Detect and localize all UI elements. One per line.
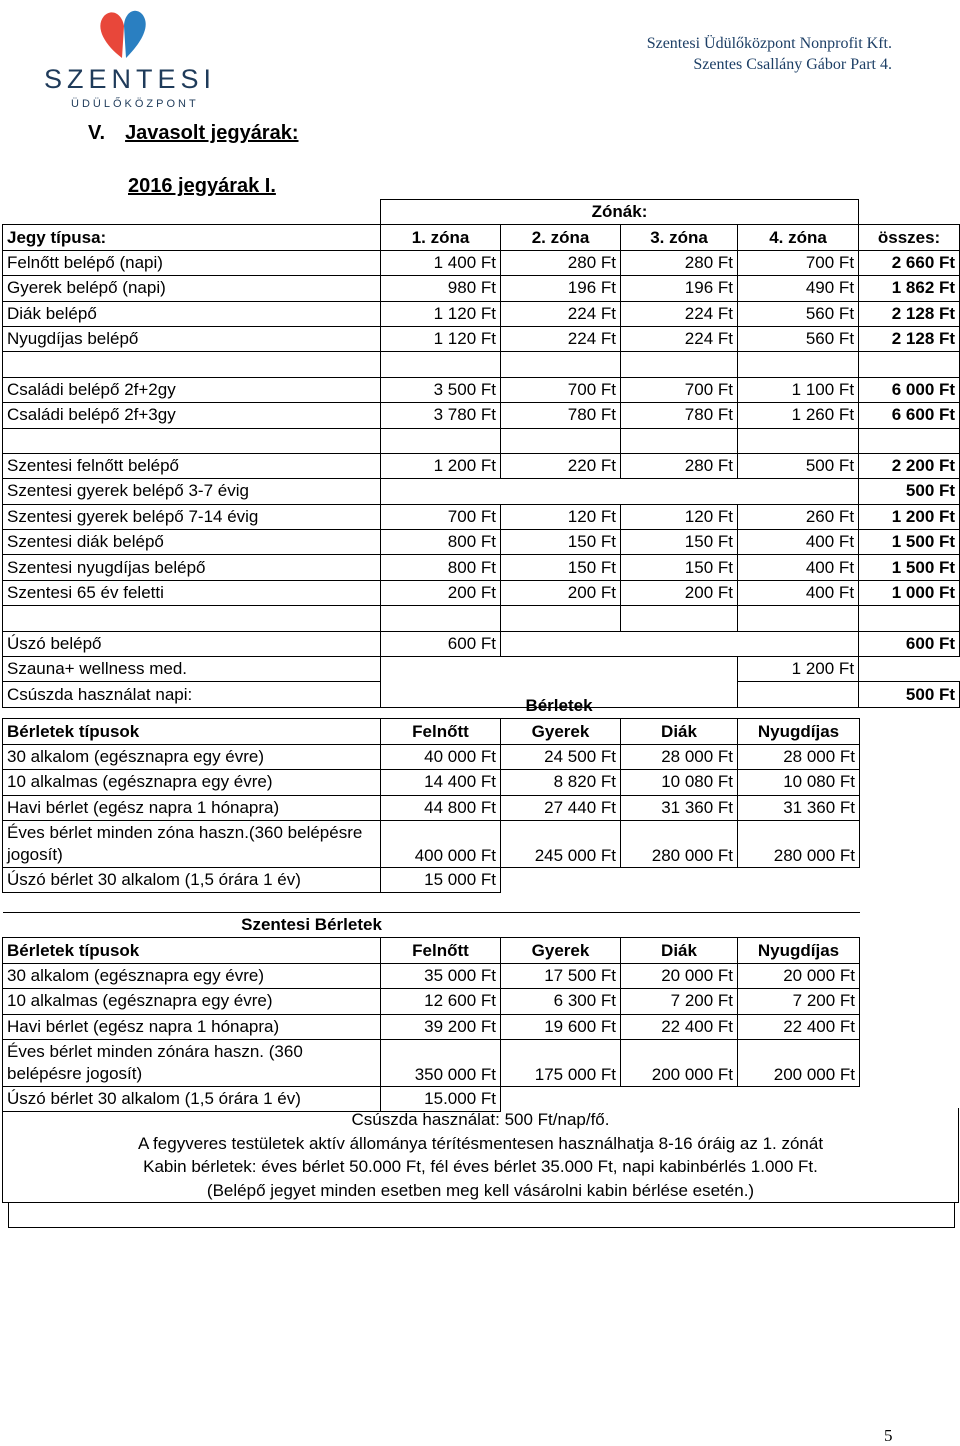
- price-cell: 19 600 Ft: [501, 1014, 621, 1039]
- price-cell: 31 360 Ft: [621, 795, 738, 820]
- spacer-row: [3, 428, 960, 453]
- table-row: [3, 1014, 860, 1039]
- price-cell: 12 600 Ft: [381, 989, 501, 1014]
- table-row: [3, 555, 960, 580]
- price-cell: 200 Ft: [501, 580, 621, 605]
- price-cell: 24 500 Ft: [501, 744, 621, 769]
- local-passes-header-row: [3, 938, 860, 963]
- passes-title: Bérletek: [525, 696, 593, 716]
- row-label: Szentesi gyerek belépő 7-14 évig: [3, 504, 381, 529]
- price-cell: 15.000 Ft: [381, 1086, 501, 1111]
- szentesi-logo: [44, 6, 217, 110]
- header-total: összes:: [859, 225, 960, 250]
- price-cell: 700 Ft: [501, 377, 621, 402]
- price-cell: 400 Ft: [738, 580, 859, 605]
- total-cell: 1 500 Ft: [859, 530, 960, 555]
- total-cell: 2 200 Ft: [859, 453, 960, 478]
- price-cell: 600 Ft: [381, 631, 501, 656]
- total-cell: 6 000 Ft: [859, 377, 960, 402]
- row-label: Családi belépő 2f+3gy: [3, 403, 381, 428]
- ticket-header-row: [3, 225, 960, 250]
- header-adult: Felnőtt: [381, 719, 501, 744]
- row-label: 30 alkalom (egésznapra egy évre): [3, 744, 381, 769]
- price-cell: 10 080 Ft: [738, 770, 860, 795]
- price-cell: 1 200 Ft: [738, 657, 859, 682]
- price-cell: 39 200 Ft: [381, 1014, 501, 1039]
- total-cell: 2 128 Ft: [859, 326, 960, 351]
- passes-title-row: [3, 694, 860, 719]
- price-cell: 1 200 Ft: [381, 453, 501, 478]
- row-label: Szentesi felnőtt belépő: [3, 453, 381, 478]
- price-cell: 350 000 Ft: [381, 1039, 501, 1086]
- logo-wordmark: SZENTESI: [44, 64, 217, 94]
- price-cell: 200 000 Ft: [738, 1039, 860, 1086]
- table-row: [3, 530, 960, 555]
- row-label: Havi bérlet (egész napra 1 hónapra): [3, 1014, 381, 1039]
- spacer-row: [3, 606, 960, 631]
- price-cell: 800 Ft: [381, 530, 501, 555]
- row-label: Diák belépő: [3, 301, 381, 326]
- page-number: 5: [884, 1426, 893, 1445]
- price-cell: 280 000 Ft: [621, 820, 738, 867]
- price-cell: 280 Ft: [501, 250, 621, 275]
- price-cell: 6 300 Ft: [501, 989, 621, 1014]
- header-ticket-type: Jegy típusa:: [3, 225, 381, 250]
- price-cell: 1 100 Ft: [738, 377, 859, 402]
- price-cell: 1 400 Ft: [381, 250, 501, 275]
- total-cell: 1 500 Ft: [859, 555, 960, 580]
- section-heading: [88, 122, 299, 145]
- header-student: Diák: [621, 938, 738, 963]
- price-cell: 22 400 Ft: [621, 1014, 738, 1039]
- header-pensioner: Nyugdíjas: [738, 938, 860, 963]
- price-cell: 1 120 Ft: [381, 326, 501, 351]
- table-row: [3, 795, 860, 820]
- table-row: [3, 276, 960, 301]
- zones-label: Zónák:: [381, 200, 859, 225]
- price-cell: 220 Ft: [501, 453, 621, 478]
- price-cell: 27 440 Ft: [501, 795, 621, 820]
- company-name: Szentesi Üdülőközpont Nonprofit Kft.: [646, 35, 892, 52]
- total-cell: 2 660 Ft: [859, 250, 960, 275]
- note-line: A fegyveres testületek aktív állománya térítésmentesen használhatja 8-16 óráig az 1. zónát: [137, 1133, 824, 1153]
- table-row: [3, 580, 960, 605]
- row-label: 10 alkalmas (egésznapra egy évre): [3, 770, 381, 795]
- price-cell: 700 Ft: [738, 250, 859, 275]
- price-cell: 224 Ft: [501, 301, 621, 326]
- note-line: Kabin bérletek: éves bérlet 50.000 Ft, fél éves bérlet 35.000 Ft, napi kabinbérlés 1.000 Ft.: [143, 1157, 818, 1176]
- price-cell: 800 Ft: [381, 555, 501, 580]
- price-cell: 22 400 Ft: [738, 1014, 860, 1039]
- price-cell: 35 000 Ft: [381, 963, 501, 988]
- price-cell: 500 Ft: [738, 453, 859, 478]
- price-cell: 3 780 Ft: [381, 403, 501, 428]
- notes-box: [2, 1108, 959, 1203]
- total-cell: 500 Ft: [859, 682, 960, 707]
- total-cell: 1 862 Ft: [859, 276, 960, 301]
- total-cell: 1 200 Ft: [859, 504, 960, 529]
- price-cell: 40 000 Ft: [381, 744, 501, 769]
- row-label: Csúszda használat napi:: [3, 682, 381, 707]
- total-cell: 600 Ft: [859, 631, 960, 656]
- local-passes-title: Szentesi Bérletek: [3, 913, 621, 938]
- price-cell: 196 Ft: [501, 276, 621, 301]
- price-cell: 980 Ft: [381, 276, 501, 301]
- header-child: Gyerek: [501, 938, 621, 963]
- header-pass-type: Bérletek típusok: [3, 719, 381, 744]
- price-cell: 7 200 Ft: [621, 989, 738, 1014]
- price-cell: 20 000 Ft: [621, 963, 738, 988]
- row-label: Úszó belépő: [3, 631, 381, 656]
- price-cell: 28 000 Ft: [738, 744, 860, 769]
- header-pensioner: Nyugdíjas: [738, 719, 860, 744]
- price-cell: 490 Ft: [738, 276, 859, 301]
- price-cell: 400 Ft: [738, 555, 859, 580]
- price-cell: 224 Ft: [501, 326, 621, 351]
- company-address: Szentes Csallány Gábor Part 4.: [693, 56, 892, 73]
- price-cell: 120 Ft: [501, 504, 621, 529]
- header-adult: Felnőtt: [381, 938, 501, 963]
- row-label: 10 alkalmas (egésznapra egy évre): [3, 989, 381, 1014]
- price-cell: 560 Ft: [738, 301, 859, 326]
- table-row: [3, 504, 960, 529]
- table-row: [3, 301, 960, 326]
- price-cell: 780 Ft: [621, 403, 738, 428]
- header-zone-3: 3. zóna: [621, 225, 738, 250]
- price-cell: 17 500 Ft: [501, 963, 621, 988]
- table-row: [3, 453, 960, 478]
- row-label: Éves bérlet minden zóna haszn.(360 belépésre jogosít): [3, 820, 381, 867]
- row-label: Felnőtt belépő (napi): [3, 250, 381, 275]
- price-cell: 224 Ft: [621, 326, 738, 351]
- price-cell: 780 Ft: [501, 403, 621, 428]
- row-label: Szentesi 65 év feletti: [3, 580, 381, 605]
- total-cell: 1 000 Ft: [859, 580, 960, 605]
- table-row: [3, 326, 960, 351]
- local-passes-title-row: [3, 913, 860, 938]
- price-cell: 44 800 Ft: [381, 795, 501, 820]
- table-row: [3, 479, 960, 504]
- note-line: Csúszda használat: 500 Ft/nap/fő.: [351, 1110, 610, 1129]
- price-cell: 280 000 Ft: [738, 820, 860, 867]
- passes-header-row: [3, 719, 860, 744]
- spacer-row: [3, 352, 960, 377]
- price-cell: 1 260 Ft: [738, 403, 859, 428]
- row-label: Éves bérlet minden zónára haszn. (360 belépésre jogosít): [3, 1039, 381, 1086]
- price-cell: 3 500 Ft: [381, 377, 501, 402]
- row-label: Szentesi nyugdíjas belépő: [3, 555, 381, 580]
- table-row: [3, 770, 860, 795]
- row-label: Szentesi diák belépő: [3, 530, 381, 555]
- price-cell: 245 000 Ft: [501, 820, 621, 867]
- price-cell: 10 080 Ft: [621, 770, 738, 795]
- row-label: Úszó bérlet 30 alkalom (1,5 órára 1 év): [3, 1086, 381, 1111]
- price-cell: 200 Ft: [621, 580, 738, 605]
- header-zone-2: 2. zóna: [501, 225, 621, 250]
- total-cell: 2 128 Ft: [859, 301, 960, 326]
- row-label: Családi belépő 2f+2gy: [3, 377, 381, 402]
- heart-logo-icon: [44, 6, 214, 66]
- header-zone-4: 4. zóna: [738, 225, 859, 250]
- table-row: [3, 1039, 860, 1086]
- table-row: [3, 744, 860, 769]
- price-cell: 31 360 Ft: [738, 795, 860, 820]
- row-label: Úszó bérlet 30 alkalom (1,5 órára 1 év): [3, 867, 381, 892]
- price-cell: 7 200 Ft: [738, 989, 860, 1014]
- price-cell: 15 000 Ft: [381, 867, 501, 892]
- price-cell: 150 Ft: [501, 530, 621, 555]
- price-cell: 280 Ft: [621, 250, 738, 275]
- table-row: [3, 377, 960, 402]
- header-child: Gyerek: [501, 719, 621, 744]
- table-row: [3, 963, 860, 988]
- price-cell: 224 Ft: [621, 301, 738, 326]
- price-cell: 28 000 Ft: [621, 744, 738, 769]
- price-cell: 400 000 Ft: [381, 820, 501, 867]
- price-cell: 120 Ft: [621, 504, 738, 529]
- price-cell: 1 120 Ft: [381, 301, 501, 326]
- price-cell: 20 000 Ft: [738, 963, 860, 988]
- price-cell: 700 Ft: [621, 377, 738, 402]
- row-label: 30 alkalom (egésznapra egy évre): [3, 963, 381, 988]
- table-row: [3, 403, 960, 428]
- section-title: Javasolt jegyárak:: [125, 122, 299, 144]
- row-label: Szentesi gyerek belépő 3-7 évig: [3, 479, 381, 504]
- zones-label-row: [3, 200, 960, 225]
- price-cell: 196 Ft: [621, 276, 738, 301]
- table-row: [3, 989, 860, 1014]
- price-cell: 200 000 Ft: [621, 1039, 738, 1086]
- price-cell: 175 000 Ft: [501, 1039, 621, 1086]
- price-cell: 400 Ft: [738, 530, 859, 555]
- header-zone-1: 1. zóna: [381, 225, 501, 250]
- price-cell: 200 Ft: [381, 580, 501, 605]
- divider: [8, 1202, 955, 1203]
- price-cell: 150 Ft: [501, 555, 621, 580]
- section-number: V.: [88, 122, 106, 144]
- table-row: [3, 820, 860, 867]
- empty-box: [8, 1202, 955, 1228]
- row-label: Havi bérlet (egész napra 1 hónapra): [3, 795, 381, 820]
- table-row: [3, 631, 960, 656]
- logo-subtitle: ÜDÜLŐKÖZPONT: [71, 98, 199, 110]
- price-cell: 150 Ft: [621, 530, 738, 555]
- table-row: [3, 250, 960, 275]
- price-cell: 8 820 Ft: [501, 770, 621, 795]
- passes-table: [2, 694, 860, 893]
- price-cell: 560 Ft: [738, 326, 859, 351]
- note-line: (Belépő jegyet minden esetben meg kell vásárolni kabin bérlése esetén.): [206, 1180, 755, 1200]
- total-cell: 500 Ft: [859, 479, 960, 504]
- price-cell: 700 Ft: [381, 504, 501, 529]
- row-label: Nyugdíjas belépő: [3, 326, 381, 351]
- total-cell: 6 600 Ft: [859, 403, 960, 428]
- company-info: [647, 33, 892, 75]
- price-cell: 150 Ft: [621, 555, 738, 580]
- row-label: Gyerek belépő (napi): [3, 276, 381, 301]
- price-cell: 280 Ft: [621, 453, 738, 478]
- table-row: [3, 867, 860, 892]
- year-heading: 2016 jegyárak I.: [128, 175, 276, 197]
- local-passes-table: [2, 912, 860, 1112]
- row-label: Szauna+ wellness med.: [3, 657, 381, 682]
- ticket-price-table: [2, 199, 960, 708]
- price-cell: 260 Ft: [738, 504, 859, 529]
- header-pass-type: Bérletek típusok: [3, 938, 381, 963]
- header-student: Diák: [621, 719, 738, 744]
- price-cell: 14 400 Ft: [381, 770, 501, 795]
- table-row: [3, 657, 960, 682]
